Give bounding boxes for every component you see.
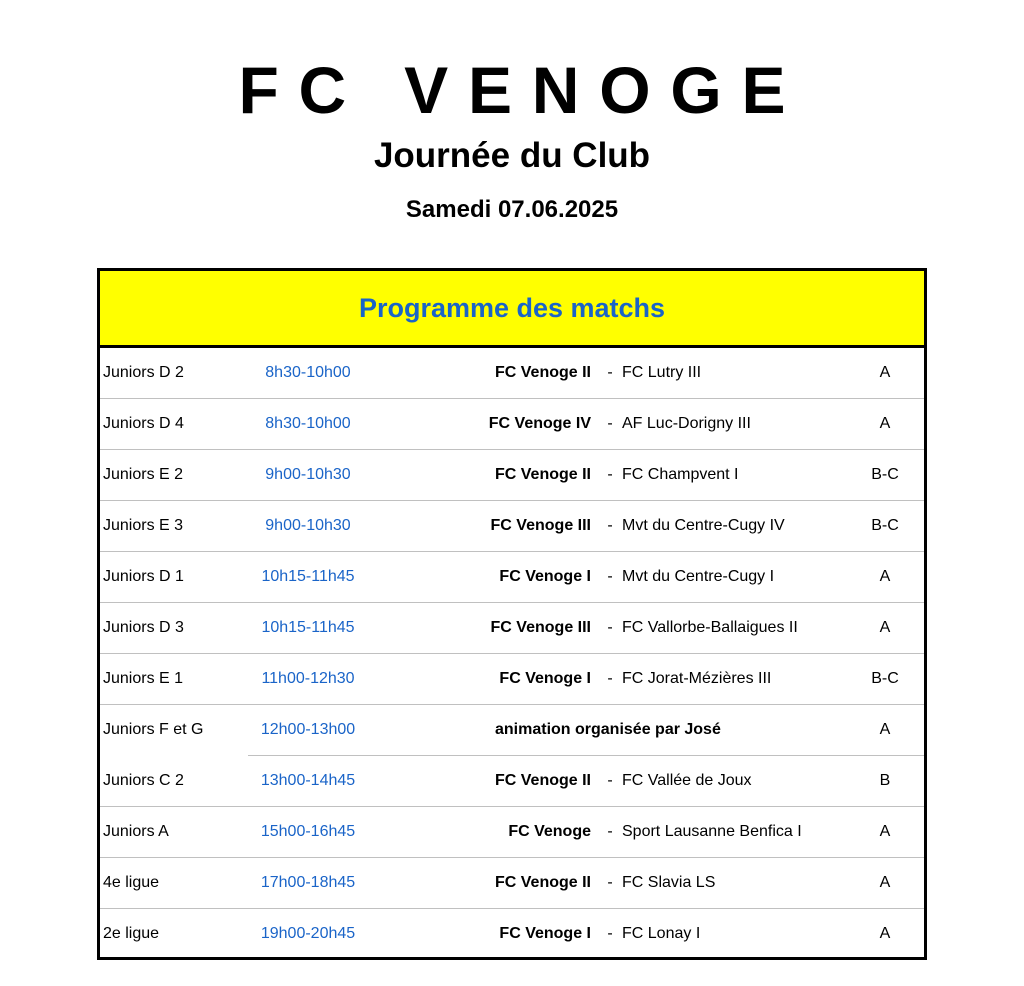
versus-separator: -	[607, 619, 613, 636]
field-label: B-C	[871, 466, 899, 483]
match-time: 19h00-20h45	[260, 925, 356, 942]
match-time: 8h30-10h00	[265, 415, 351, 432]
versus-separator: -	[607, 670, 613, 687]
club-name: FC VENOGE	[238, 53, 806, 127]
match-time: 13h00-14h45	[260, 772, 356, 789]
field-label: B	[879, 772, 891, 789]
away-team: Mvt du Centre-Cugy IV	[622, 517, 785, 534]
table-body	[100, 348, 924, 959]
team-category: Juniors D 2	[103, 364, 184, 381]
field-label: A	[879, 874, 891, 891]
team-category: Juniors D 1	[103, 568, 184, 585]
match-time: 8h30-10h00	[265, 364, 351, 381]
home-team: FC Venoge III	[490, 517, 591, 534]
away-team: FC Slavia LS	[622, 874, 716, 891]
home-team: FC Venoge II	[494, 466, 591, 483]
team-category: 4e ligue	[103, 874, 160, 891]
away-team: FC Jorat-Mézières III	[622, 670, 772, 687]
match-time: 12h00-13h00	[260, 721, 356, 738]
team-category: Juniors F et G	[103, 721, 204, 738]
table-title: Programme des matchs	[358, 292, 666, 323]
table-row	[100, 705, 924, 756]
home-team: FC Venoge I	[499, 670, 591, 687]
match-time: 10h15-11h45	[261, 568, 355, 585]
table-row	[100, 909, 924, 959]
versus-separator: -	[607, 517, 613, 534]
versus-separator: -	[607, 364, 613, 381]
team-category: Juniors D 4	[103, 415, 184, 432]
table-row	[100, 399, 924, 450]
table-header	[100, 271, 924, 348]
table-row	[100, 552, 924, 603]
match-time: 11h00-12h30	[261, 670, 355, 687]
home-team: FC Venoge II	[494, 364, 591, 381]
table-row	[100, 858, 924, 909]
field-label: A	[879, 619, 891, 636]
field-label: A	[879, 925, 891, 942]
versus-separator: -	[607, 925, 613, 942]
field-label: A	[879, 721, 891, 738]
table-row	[100, 654, 924, 705]
table-row	[100, 348, 924, 399]
away-team: FC Champvent I	[622, 466, 739, 483]
away-team: FC Vallorbe-Ballaigues II	[622, 619, 798, 636]
table-row	[100, 603, 924, 654]
home-team: FC Venoge II	[494, 874, 591, 891]
event-title: Journée du Club	[373, 136, 651, 175]
away-team: FC Lonay I	[622, 925, 701, 942]
team-category: 2e ligue	[103, 925, 160, 942]
versus-separator: -	[607, 466, 613, 483]
away-team: AF Luc-Dorigny III	[622, 415, 751, 432]
team-category: Juniors E 3	[103, 517, 184, 534]
home-team: FC Venoge III	[490, 619, 591, 636]
home-team: FC Venoge I	[499, 568, 591, 585]
table-row	[100, 501, 924, 552]
field-label: A	[879, 364, 891, 381]
away-team: Mvt du Centre-Cugy I	[622, 568, 775, 585]
match-time: 15h00-16h45	[260, 823, 356, 840]
event-date: Samedi 07.06.2025	[405, 196, 619, 223]
match-time: 10h15-11h45	[261, 619, 355, 636]
match-time: 9h00-10h30	[265, 466, 351, 483]
home-team: FC Venoge IV	[488, 415, 591, 432]
versus-separator: -	[607, 415, 613, 432]
field-label: A	[879, 568, 891, 585]
versus-separator: -	[607, 772, 613, 789]
team-category: Juniors C 2	[103, 772, 184, 789]
match-time: 17h00-18h45	[260, 874, 356, 891]
field-label: A	[879, 823, 891, 840]
versus-separator: -	[607, 568, 613, 585]
versus-separator: -	[607, 874, 613, 891]
home-team: FC Venoge I	[499, 925, 591, 942]
field-label: B-C	[871, 517, 899, 534]
home-team: FC Venoge II	[494, 772, 591, 789]
team-category: Juniors D 3	[103, 619, 184, 636]
match-schedule-table	[97, 268, 927, 960]
team-category: Juniors E 1	[103, 670, 184, 687]
home-team: FC Venoge	[508, 823, 591, 840]
away-team: FC Lutry III	[622, 364, 702, 381]
field-label: A	[879, 415, 891, 432]
away-team: Sport Lausanne Benfica I	[622, 823, 802, 840]
field-label: B-C	[871, 670, 899, 687]
table-row	[100, 807, 924, 858]
table-row	[100, 756, 924, 807]
table-row	[100, 450, 924, 501]
away-team: FC Vallée de Joux	[622, 772, 752, 789]
match-time: 9h00-10h30	[265, 517, 351, 534]
team-category: Juniors E 2	[103, 466, 184, 483]
team-category: Juniors A	[103, 823, 169, 840]
activity-description: animation organisée par José	[495, 721, 721, 738]
versus-separator: -	[607, 823, 613, 840]
